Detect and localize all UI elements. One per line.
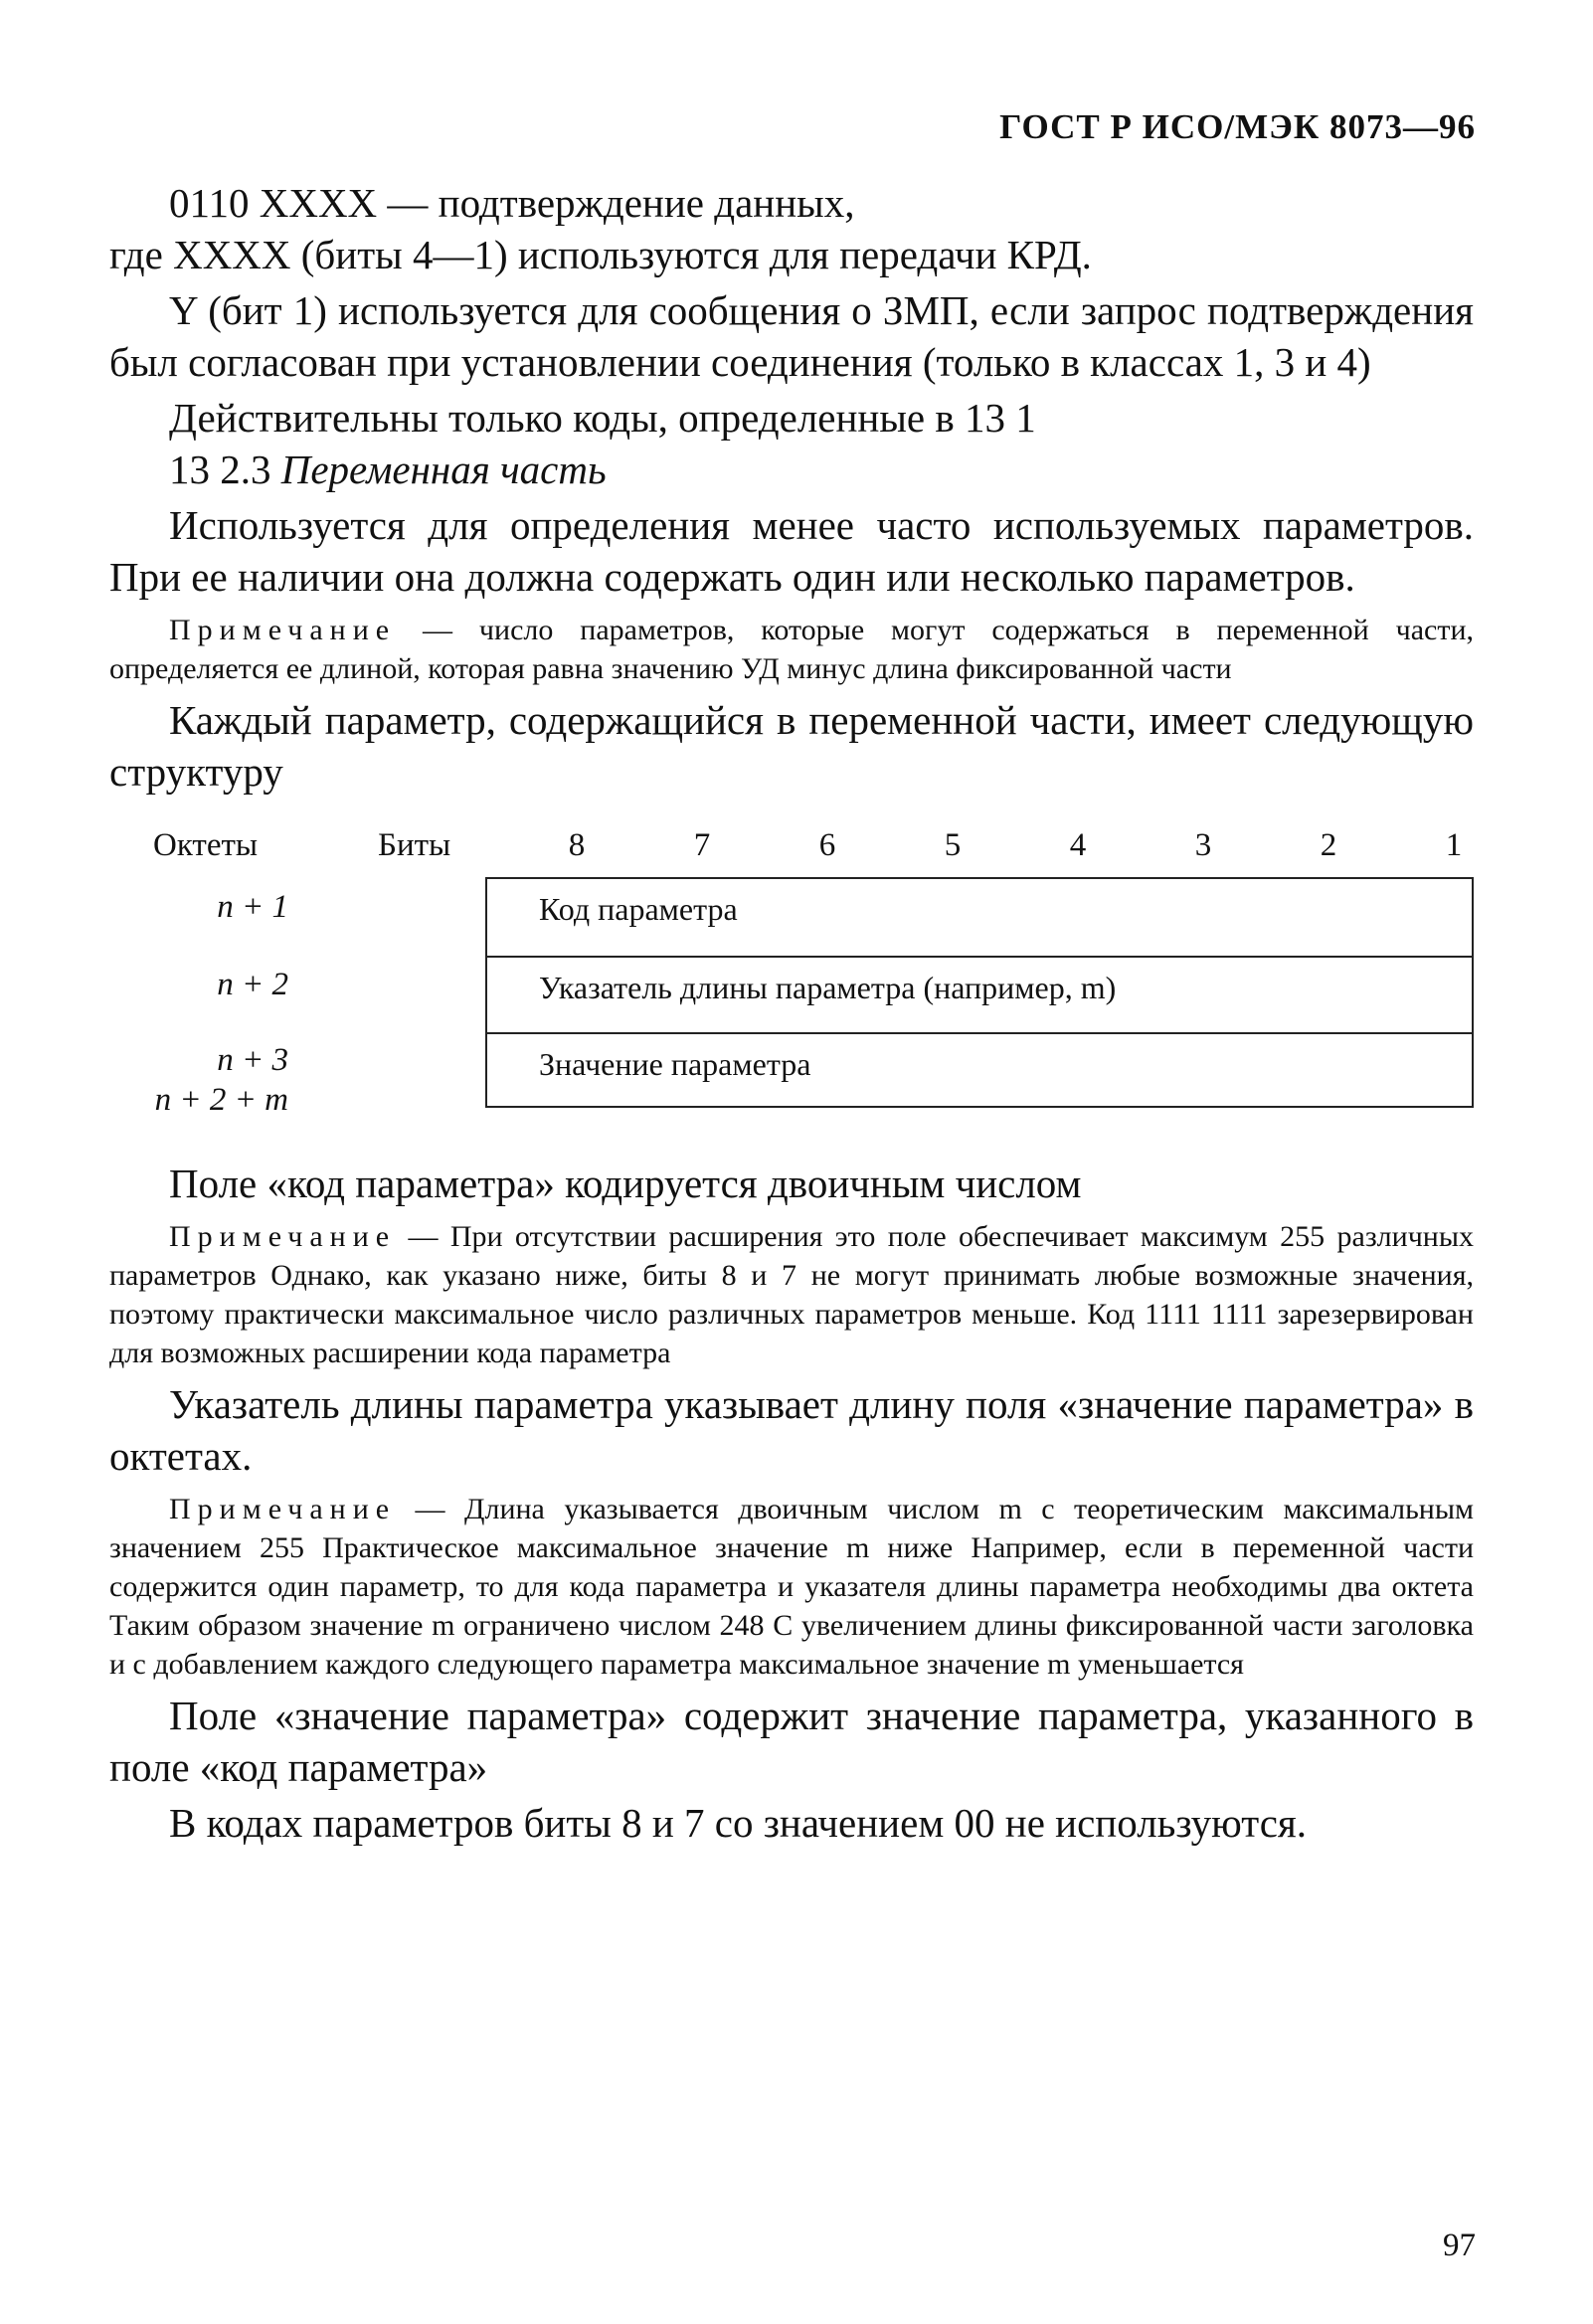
octets-header: Октеты [153,827,259,863]
page-content [109,177,1474,1849]
field-label: Код параметра [539,891,738,927]
paragraph: Указатель длины параметра указывает длину поля «значение параметра» в октетах. [109,1381,1474,1479]
note-label: Примечание [169,1493,397,1525]
section-number: 13 2.3 [169,447,271,492]
section-heading [109,444,1474,495]
paragraph: 0110 XXXX — подтверждение данных, [169,180,855,226]
paragraph: Поле «значение параметра» содержит значение параметра, указанного в поле «код параметра» [109,1693,1474,1790]
paragraph: Каждый параметр, содержащийся в переменной части, имеет следующую структуру [109,697,1474,795]
bit-label: 6 [818,827,836,863]
bit-label: 5 [944,827,962,863]
bit-label: 8 [568,827,586,863]
parameter-frame [485,877,1474,1108]
note [109,611,1474,688]
note-text: — Длина указывается двоичным числом m с теоретическим максимальным значением 255 Практическое максимальное значение m ниже Например, если в переменной части содержится один параметр, то для кода параметра и указателя длины параметра необходимы два октета Таким образом значение m ограничено числом 248 С увеличением длины фиксированной части заголовка и с добавлением каждого следующего параметра максимальное значение m уменьшается [109,1493,1474,1681]
bit-label: 7 [693,827,711,863]
parameter-structure-diagram [109,827,1474,1144]
note [109,1490,1474,1684]
paragraph: где XXXX (биты 4—1) используются для передачи КРД. [109,232,1092,277]
frame-row [487,879,1472,956]
page-number: 97 [1443,2228,1476,2263]
bits-header: Биты [378,827,451,863]
field-label: Указатель длины параметра (например, m) [539,970,1117,1005]
bit-label: 3 [1194,827,1212,863]
octet-label: n + 2 [217,967,288,1002]
bit-label: 1 [1445,827,1463,863]
section-title: Переменная часть [280,447,607,492]
page-header: ГОСТ Р ИСО/МЭК 8073—96 [999,107,1476,146]
note-label: Примечание [169,1220,397,1253]
note-label: Примечание [169,614,397,646]
frame-row [487,956,1472,1034]
bit-label: 4 [1069,827,1087,863]
paragraph: Поле «код параметра» кодируется двоичным числом [169,1161,1082,1206]
paragraph: Y (бит 1) используется для сообщения о ЗМП, если запрос подтверждения был согласован при установлении соединения (только в классах 1, 3 и 4) [109,287,1474,385]
octet-label: n + 1 [217,889,288,925]
note-text: — При отсутствии расширения это поле обеспечивает максимум 255 различных параметров Однако, как указано ниже, биты 8 и 7 не могут принимать любые возможные значения, поэтому практически максимальное число различных параметров меньше. Код 1111 1111 зарезервирован для возможных расширении кода параметра [109,1220,1474,1369]
paragraph: Действительны только коды, определенные в 13 1 [169,395,1036,441]
paragraph: Используется для определения менее часто используемых параметров. При ее наличии она должна содержать один или несколько параметров. [109,502,1474,600]
bit-label: 2 [1320,827,1337,863]
note [109,1217,1474,1372]
field-label: Значение параметра [539,1046,811,1082]
note-text: — число параметров, которые могут содержаться в переменной части, определяется ее длиной, которая равна значению УД минус длина фиксированной части [109,614,1474,685]
frame-row [487,1032,1472,1110]
octet-label: n + 2 + m [154,1082,288,1118]
paragraph: В кодах параметров биты 8 и 7 со значением 00 не используются. [169,1800,1307,1846]
octet-label: n + 3 [217,1042,288,1078]
